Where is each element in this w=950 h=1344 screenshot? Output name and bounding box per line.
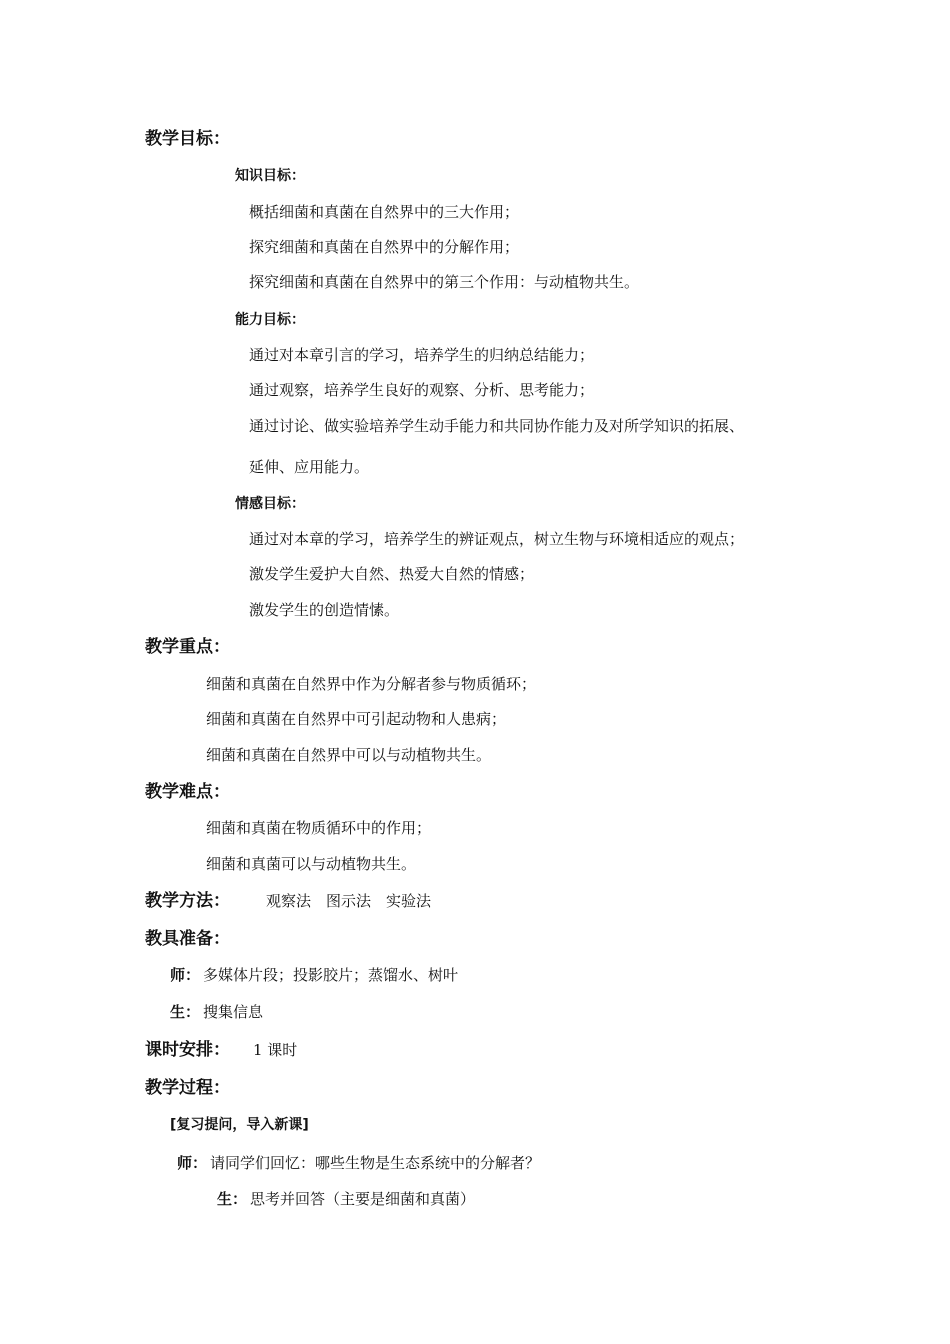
ability-item: 通过对本章引言的学习，培养学生的归纳总结能力； xyxy=(249,346,595,364)
methods-heading: 教学方法： xyxy=(145,891,230,911)
student-materials: 搜集信息 xyxy=(203,1003,264,1021)
knowledge-item: 概括细菌和真菌在自然界中的三大作用； xyxy=(249,203,520,221)
student-label: 生： xyxy=(170,1003,201,1021)
process-student-text: 思考并回答（主要是细菌和真菌） xyxy=(250,1190,476,1208)
difficulties-heading: 教学难点： xyxy=(145,782,230,802)
key-point-item: 细菌和真菌在自然界中可以与动植物共生。 xyxy=(206,746,492,764)
knowledge-item: 探究细菌和真菌在自然界中的分解作用； xyxy=(249,238,520,256)
knowledge-objectives-heading: 知识目标： xyxy=(235,168,305,184)
difficulty-item: 细菌和真菌在物质循环中的作用； xyxy=(206,819,432,837)
ability-item: 通过观察，培养学生良好的观察、分析、思考能力； xyxy=(249,381,595,399)
emotion-objectives-heading: 情感目标： xyxy=(235,496,305,512)
methods-value: 观察法 图示法 实验法 xyxy=(266,892,432,910)
ability-objectives-heading: 能力目标： xyxy=(235,312,305,328)
difficulty-item: 细菌和真菌可以与动植物共生。 xyxy=(206,855,417,873)
emotion-item: 通过对本章的学习，培养学生的辨证观点，树立生物与环境相适应的观点； xyxy=(249,530,745,548)
key-point-item: 细菌和真菌在自然界中可引起动物和人患病； xyxy=(206,710,507,728)
key-points-heading: 教学重点： xyxy=(145,637,230,657)
emotion-item: 激发学生爱护大自然、热爱大自然的情感； xyxy=(249,565,535,583)
objectives-heading: 教学目标： xyxy=(145,129,230,149)
ability-item: 通过讨论、做实验培养学生动手能力和共同协作能力及对所学知识的拓展、 xyxy=(249,417,745,435)
teacher-materials: 多媒体片段；投影胶片；蒸馏水、树叶 xyxy=(203,966,459,984)
ability-item: 延伸、应用能力。 xyxy=(249,458,370,476)
process-student-label: 生： xyxy=(217,1190,248,1208)
emotion-item: 激发学生的创造情愫。 xyxy=(249,601,400,619)
materials-heading: 教具准备： xyxy=(145,929,230,949)
process-section-title: [复习提问，导入新课] xyxy=(170,1117,309,1133)
key-point-item: 细菌和真菌在自然界中作为分解者参与物质循环； xyxy=(206,675,537,693)
schedule-value: 1 课时 xyxy=(253,1041,298,1059)
schedule-heading: 课时安排： xyxy=(145,1040,230,1060)
process-teacher-label: 师： xyxy=(177,1154,208,1172)
knowledge-item: 探究细菌和真菌在自然界中的第三个作用：与动植物共生。 xyxy=(249,273,640,291)
process-teacher-text: 请同学们回忆：哪些生物是生态系统中的分解者？ xyxy=(210,1154,541,1172)
teacher-label: 师： xyxy=(170,966,201,984)
process-heading: 教学过程： xyxy=(145,1078,230,1098)
